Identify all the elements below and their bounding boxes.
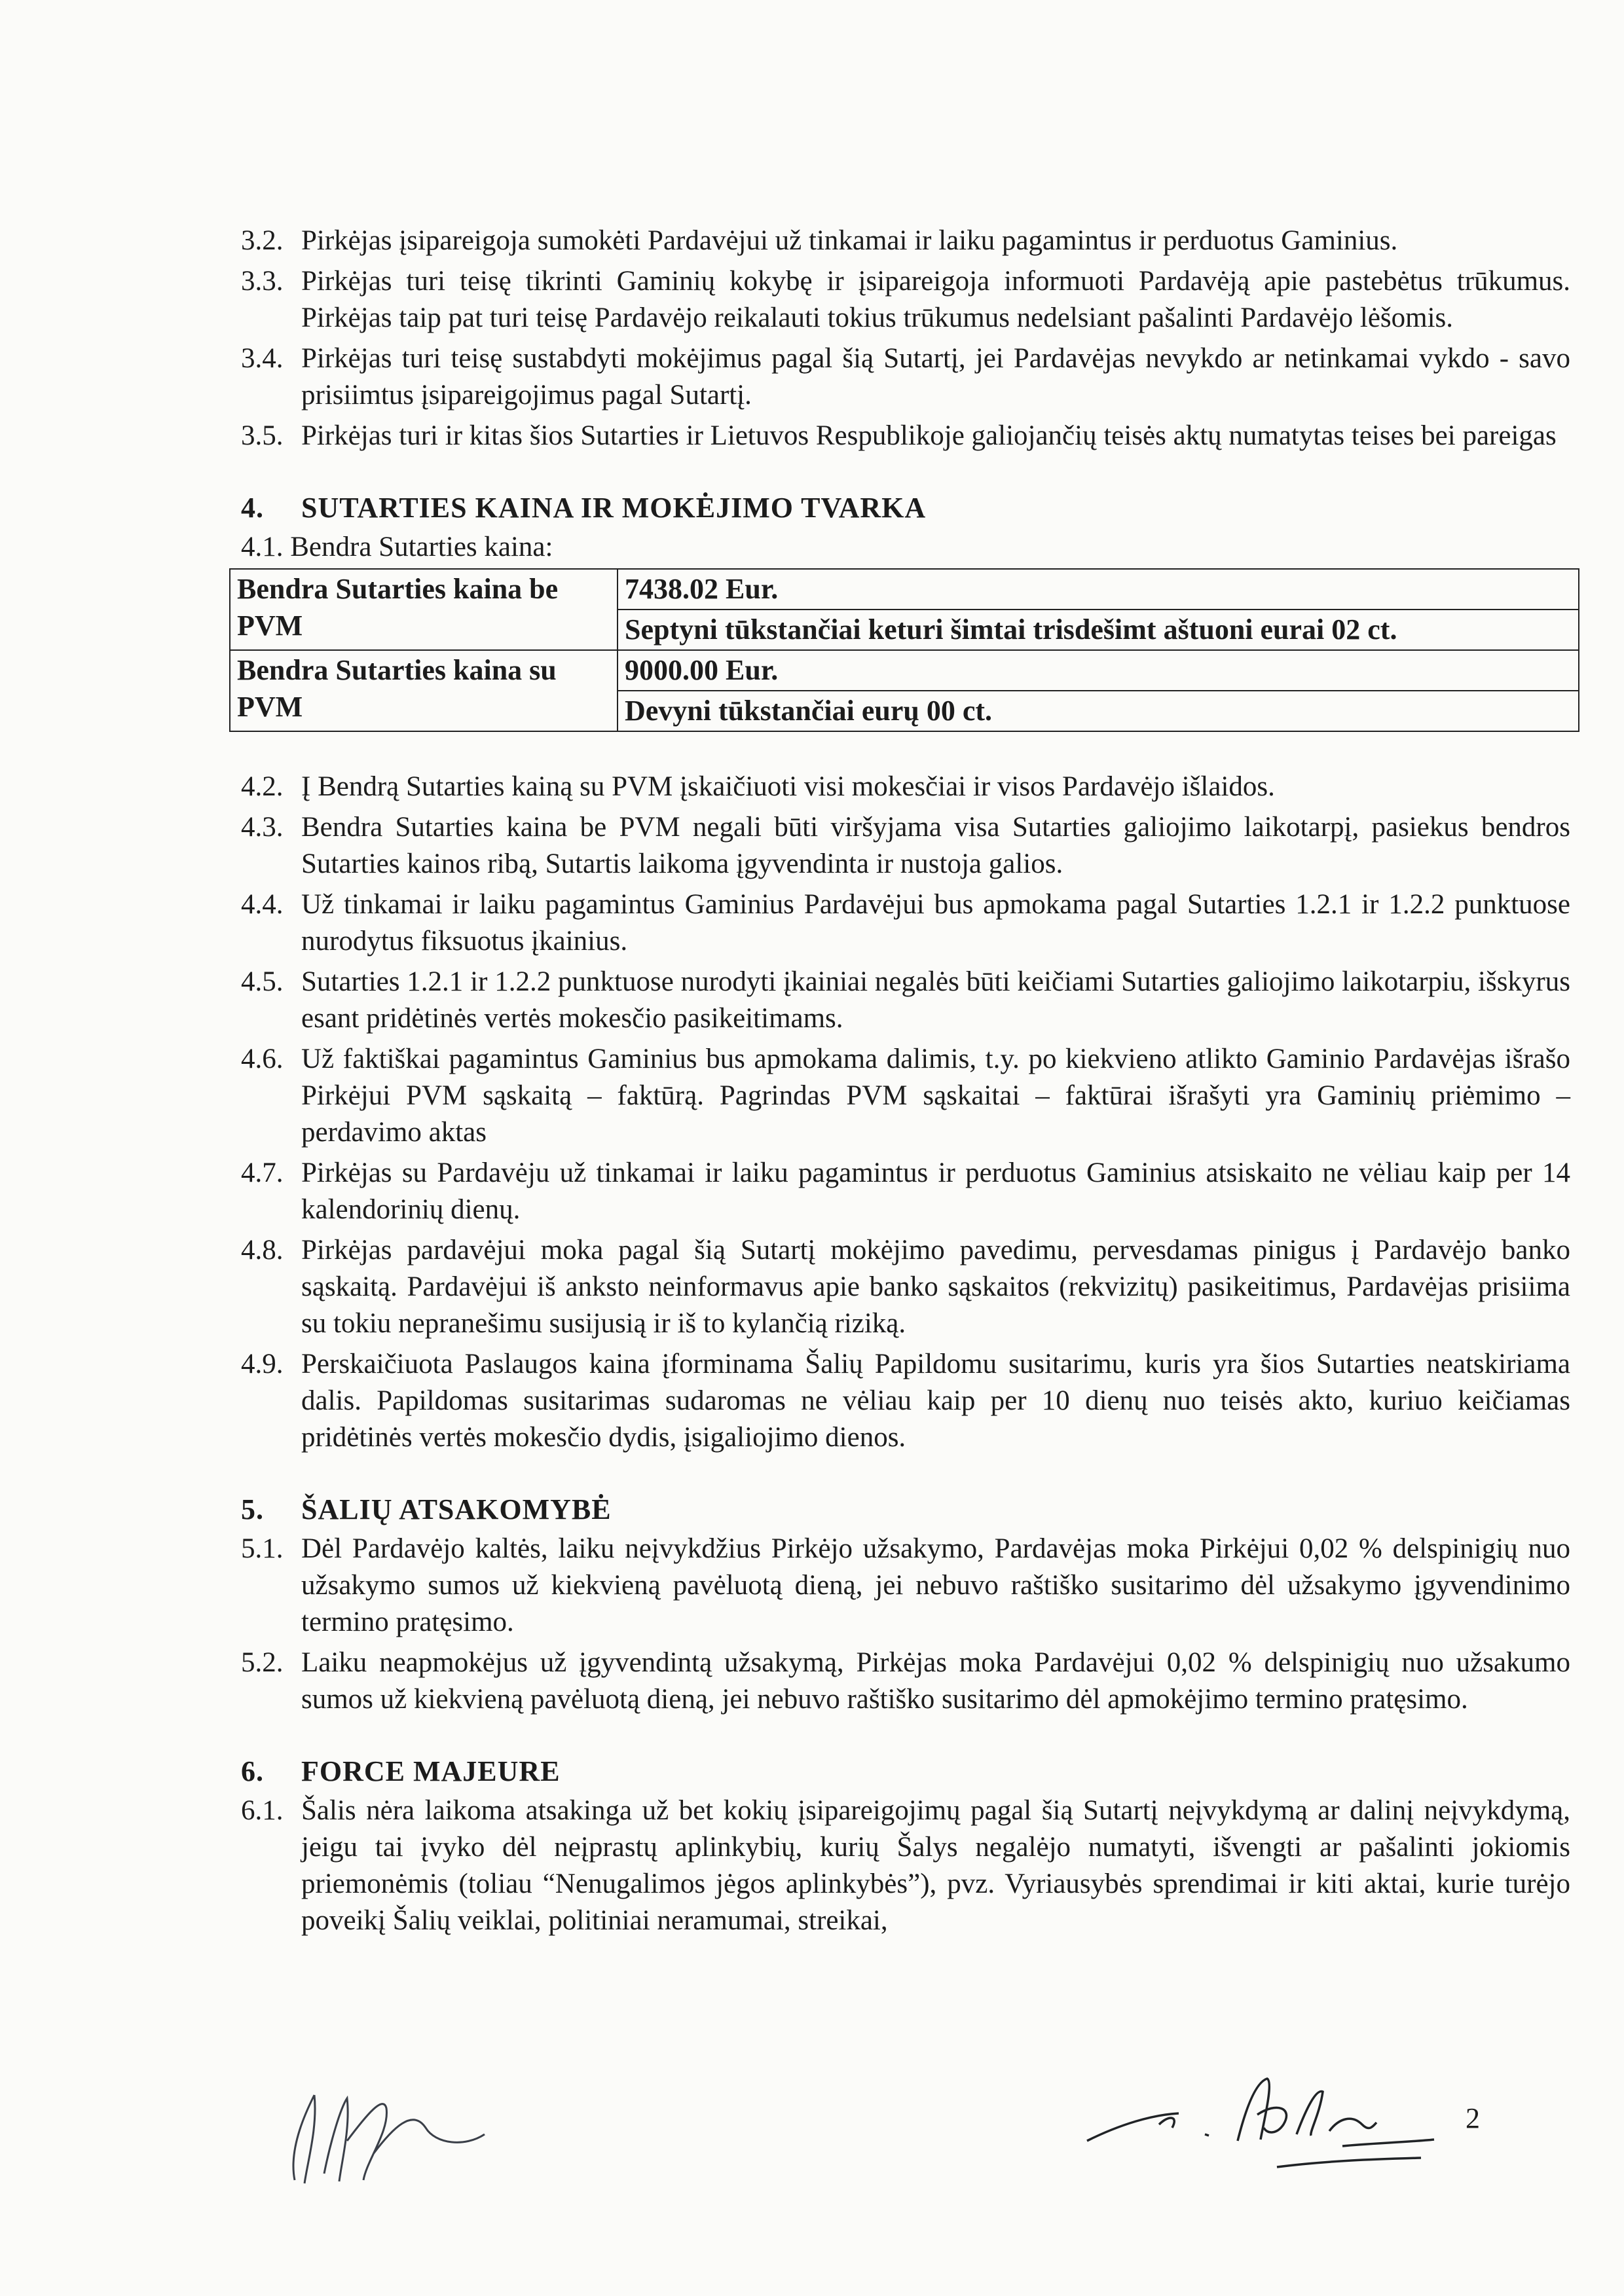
clause-number: 3.2. [241, 225, 284, 256]
price-table [229, 568, 1579, 732]
section-title: SUTARTIES KAINA IR MOKĖJIMO TVARKA [301, 492, 927, 524]
page-number: 2 [1466, 2102, 1480, 2134]
clause-4-9 [241, 1346, 1570, 1456]
section-title: FORCE MAJEURE [301, 1755, 561, 1787]
clause-number: 4.5. [241, 966, 284, 997]
clause-number: 4.9. [241, 1349, 284, 1379]
clause-5-1 [241, 1531, 1570, 1641]
clause-number: 3.3. [241, 266, 284, 297]
clause-number: 4.2. [241, 771, 284, 802]
clause-4-8 [241, 1232, 1570, 1342]
clause-3-4 [241, 340, 1570, 414]
clause-4-7 [241, 1155, 1570, 1228]
clause-4-3 [241, 809, 1570, 883]
clause-text: Pirkėjas turi ir kitas šios Sutarties ir Lietuvos Respublikoje galiojančių teisės aktų numatytas teises bei pareigas [301, 420, 1557, 451]
clause-number: 4.3. [241, 812, 284, 843]
clause-number: 3.5. [241, 420, 284, 451]
clause-text: Pirkėjas turi teisę sustabdyti mokėjimus pagal šią Sutartį, jei Pardavėjas nevykdo ar netinkamai vykdo - savo prisiimtus įsipareigojimus pagal Sutartį. [301, 343, 1570, 410]
clause-text: Sutarties 1.2.1 ir 1.2.2 punktuose nurodyti įkainiai negalės būti keičiami Sutarties galiojimo laikotarpiu, išskyrus esant pridėtinės vertės mokesčio pasikeitimams. [301, 966, 1570, 1034]
price-label-without-vat: Bendra Sutarties kaina be PVM [230, 569, 618, 650]
table-row [230, 650, 1579, 691]
price-amount-without-vat: 7438.02 Eur. [618, 569, 1579, 610]
clause-text: Pirkėjas turi teisę tikrinti Gaminių kokybę ir įsipareigoja informuoti Pardavėją apie pastebėtus trūkumus. Pirkėjas taip pat turi teisę Pardavėjo reikalauti tokius trūkumus nedelsiant pašalinti Pardavėjo lėšomis. [301, 266, 1570, 333]
price-words-without-vat: Septyni tūkstančiai keturi šimtai trisdešimt aštuoni eurai 02 ct. [618, 610, 1579, 650]
clause-number: 6.1. [241, 1795, 284, 1826]
page-content [237, 223, 1570, 1943]
price-label-with-vat: Bendra Sutarties kaina su PVM [230, 650, 618, 731]
clause-text: Pirkėjas pardavėjui moka pagal šią Sutartį mokėjimo pavedimu, pervesdamas pinigus į Pardavėjo banko sąskaitą. Pardavėjui iš anksto neinformavus apie banko sąskaitos (rekvizitų) pasikeitimus, Pardavėjas prisiima su tokiu nepranešimu susijusią ir iš to kylančią riziką. [301, 1235, 1570, 1339]
price-amount-with-vat: 9000.00 Eur. [618, 650, 1579, 691]
clause-3-3 [241, 263, 1570, 337]
clause-number: 5.2. [241, 1647, 284, 1678]
clause-3-2 [241, 223, 1570, 259]
table-row [230, 569, 1579, 610]
clause-6-1 [241, 1793, 1570, 1939]
clause-text: Pirkėjas įsipareigoja sumokėti Pardavėjui už tinkamai ir laiku pagamintus ir perduotus Gaminius. [301, 225, 1398, 256]
clause-number: 4.8. [241, 1235, 284, 1266]
section-5-heading [241, 1491, 1570, 1528]
clause-5-2 [241, 1645, 1570, 1718]
clause-number: 4.7. [241, 1157, 284, 1188]
clause-number: 4.4. [241, 889, 284, 920]
clause-4-2 [241, 769, 1570, 805]
clause-text: Bendra Sutarties kaina be PVM negali būti viršyjama visa Sutarties galiojimo laikotarpį, pasiekus bendros Sutarties kainos ribą, Sutartis laikoma įgyvendinta ir nustoja galios. [301, 812, 1570, 879]
clause-text: Į Bendrą Sutarties kainą su PVM įskaičiuoti visi mokesčiai ir visos Pardavėjo išlaidos. [301, 771, 1275, 802]
clause-text: Už faktiškai pagamintus Gaminius bus apmokama dalimis, t.y. po kiekvieno atlikto Gaminio Pardavėjas išrašo Pirkėjui PVM sąskaitą – faktūrą. Pagrindas PVM sąskaitai – faktūrai išrašyti yra Gaminių priėmimo – perdavimo aktas [301, 1044, 1570, 1148]
signature-left [268, 2069, 504, 2193]
section-number: 6. [241, 1755, 264, 1787]
clause-4-6 [241, 1041, 1570, 1151]
section-number: 4. [241, 492, 264, 524]
clause-text: Pirkėjas su Pardavėju už tinkamai ir laiku pagamintus ir perduotus Gaminius atsiskaito ne vėliau kaip per 14 kalendorinių dienų. [301, 1157, 1570, 1225]
clause-text: Laiku neapmokėjus už įgyvendintą užsakymą, Pirkėjas moka Pardavėjui 0,02 % delspinigių nuo užsakumo sumos už kiekvieną pavėluotą dieną, jei nebuvo raštiško susitarimo dėl apmokėjimo termino pratęsimo. [301, 1647, 1570, 1715]
clause-4-1: 4.1. Bendra Sutarties kaina: [241, 532, 553, 562]
clause-number: 4.6. [241, 1044, 284, 1074]
clause-3-5 [241, 418, 1570, 454]
clause-text: Už tinkamai ir laiku pagamintus Gaminius Pardavėjui bus apmokama pagal Sutarties 1.2.1 ir 1.2.2 punktuose nurodytus fiksuotus įkainius. [301, 889, 1570, 957]
clause-number: 5.1. [241, 1533, 284, 1564]
signature-right [1080, 2062, 1447, 2174]
clause-text: Perskaičiuota Paslaugos kaina įforminama Šalių Papildomu susitarimu, kuris yra šios Sutarties neatskiriama dalis. Papildomas susitarimas sudaromas ne vėliau kaip per 10 dienų nuo teisės akto, kuriuo keičiamas pridėtinės vertės mokesčio dydis, įsigaliojimo dienos. [301, 1349, 1570, 1453]
clause-4-4 [241, 886, 1570, 960]
clause-4-5 [241, 964, 1570, 1037]
section-6-heading [241, 1753, 1570, 1790]
clause-text: Dėl Pardavėjo kaltės, laiku neįvykdžius Pirkėjo užsakymo, Pardavėjas moka Pirkėjui 0,02 % delspinigių nuo užsakymo sumos už kiekvieną pavėluotą dieną, jei nebuvo raštiško susitarimo dėl užsakymo įgyvendinimo termino pratęsimo. [301, 1533, 1570, 1637]
price-words-with-vat: Devyni tūkstančiai eurų 00 ct. [618, 691, 1579, 731]
clause-text: Šalis nėra laikoma atsakinga už bet kokių įsipareigojimų pagal šią Sutartį neįvykdymą ar dalinį neįvykdymą, jeigu tai įvyko dėl neįprastų aplinkybių, kurių Šalys negalėjo numatyti, išvengti ar pašalinti jokiomis priemonėmis (toliau “Nenugalimos jėgos aplinkybės”), pvz. Vyriausybės sprendimai ir kiti aktai, kurie turėjo poveikį Šalių veiklai, politiniai neramumai, streikai, [301, 1795, 1570, 1936]
section-title: ŠALIŲ ATSAKOMYBĖ [301, 1493, 612, 1525]
section-number: 5. [241, 1493, 264, 1525]
section-4-heading [241, 490, 1570, 526]
clause-number: 3.4. [241, 343, 284, 374]
